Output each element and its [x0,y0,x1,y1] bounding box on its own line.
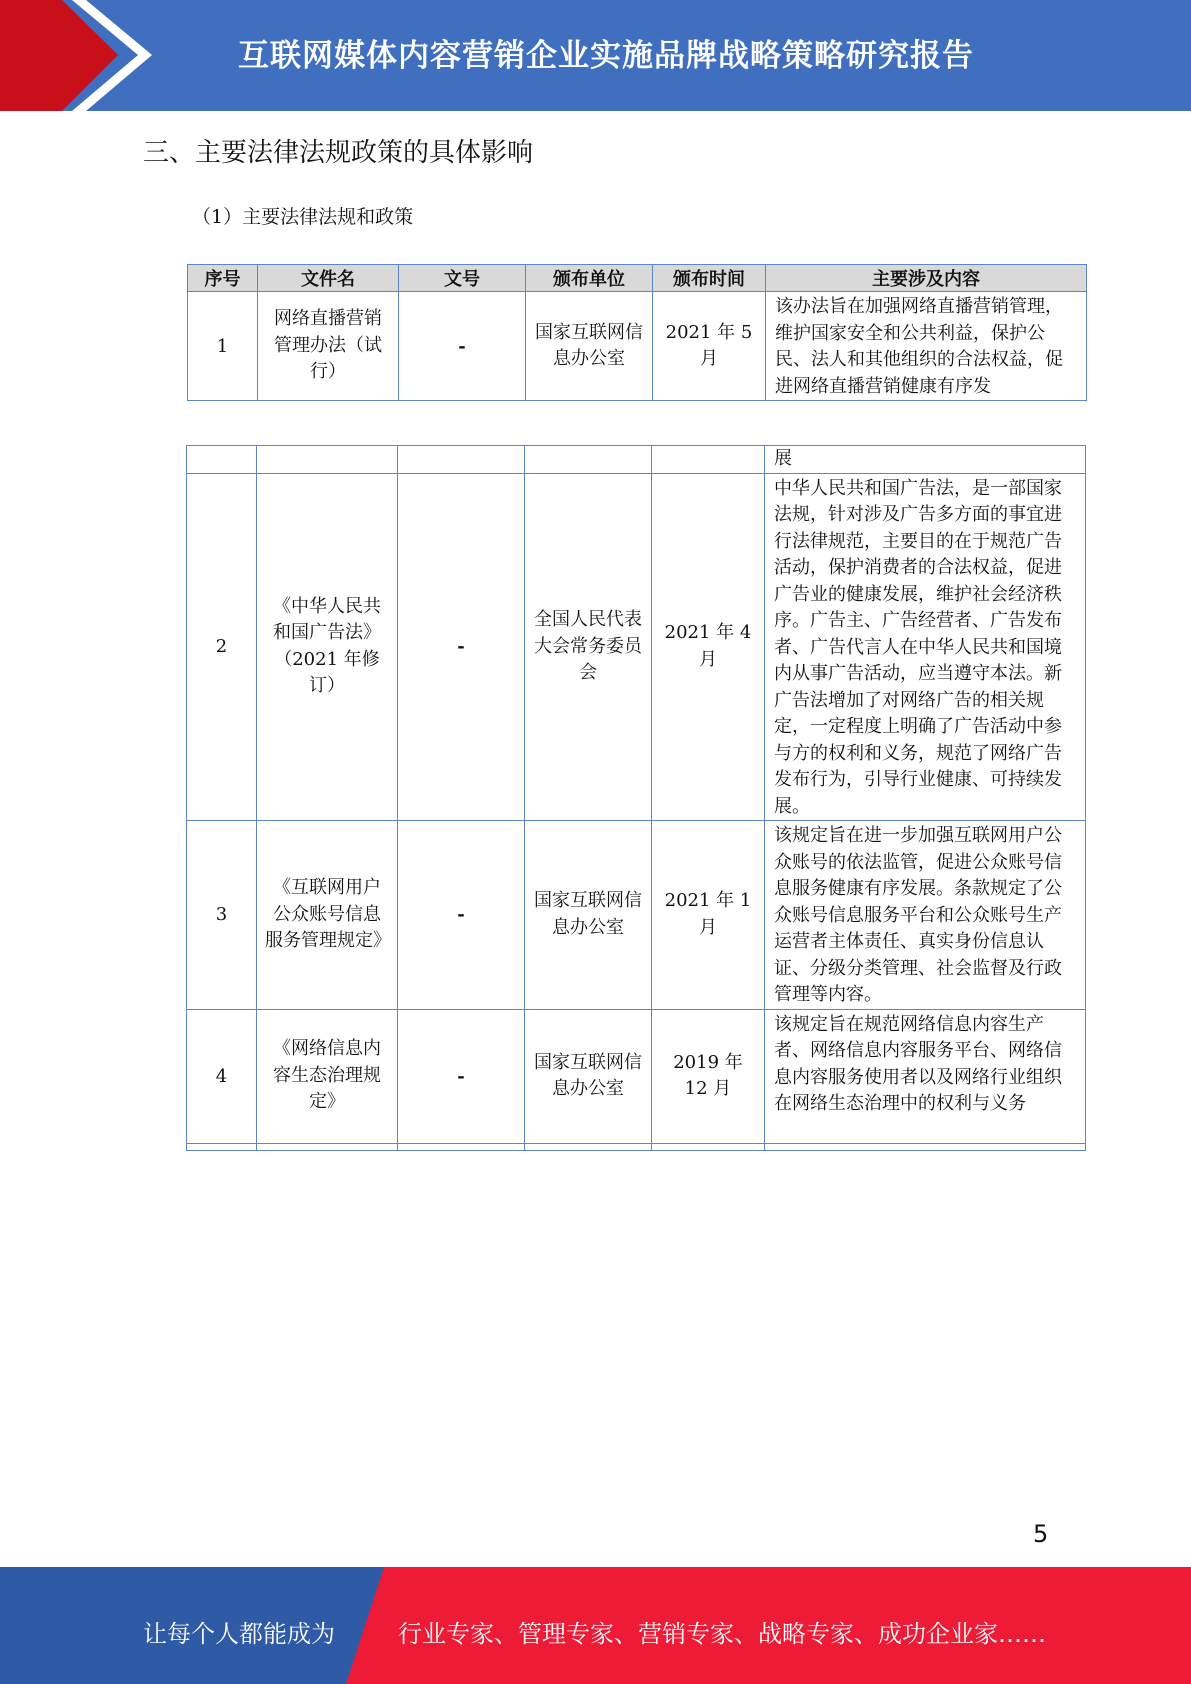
cell-date: 2021 年 4 月 [652,473,765,821]
cell-date: 2019 年 12 月 [652,1009,765,1143]
cell-content: 展 [765,446,1086,474]
section-title: 三、主要法律法规政策的具体影响 [143,138,534,168]
page-header [0,0,1191,111]
cell-issuer [525,446,652,474]
cell-no: 3 [187,821,257,1010]
cell-doc-no: - [398,1009,525,1143]
cell-name: 《互联网用户公众账号信息服务管理规定》 [257,821,398,1010]
column-header-issuer: 颁布单位 [526,265,653,292]
cell-no: 4 [187,1009,257,1143]
cell-no: 1 [188,292,258,401]
column-header-name: 文件名 [258,265,399,292]
column-header-doc-no: 文号 [399,265,526,292]
cell-name [257,446,398,474]
column-header-no: 序号 [188,265,258,292]
cell-date: 2021 年 1 月 [652,821,765,1010]
cell-name: 《网络信息内容生态治理规定》 [257,1009,398,1143]
cell-name: 《中华人民共和国广告法》（2021 年修订） [257,473,398,821]
sub-section-title: （1）主要法律法规和政策 [192,206,414,228]
cell-date: 2021 年 5 月 [653,292,766,401]
column-header-date: 颁布时间 [653,265,766,292]
footer-slogan-right: 行业专家、管理专家、营销专家、战略专家、成功企业家…… [398,1620,1046,1648]
header-title: 互联网媒体内容营销企业实施品牌战略策略研究报告 [238,38,974,74]
table-row-continued [187,446,1086,474]
table-header-row [188,265,1087,292]
cell-no [187,446,257,474]
table-row [187,821,1086,1010]
cell-doc-no: - [398,821,525,1010]
cell-doc-no: - [398,473,525,821]
cell-name: 网络直播营销管理办法（试行） [258,292,399,401]
cell-content: 中华人民共和国广告法，是一部国家法规，针对涉及广告多方面的事宜进行法律规范，主要目的在于规范广告活动，保护消费者的合法权益，促进广告业的健康发展，维护社会经济秩序。广告主、广告经营者、广告发布者、广告代言人在中华人民共和国境内从事广告活动，应当遵守本法。新广告法增加了对网络广告的相关规定，一定程度上明确了广告活动中参与方的权利和义务，规范了网络广告发布行为，引导行业健康、可持续发展。 [765,473,1086,821]
laws-table-part-2 [186,445,1086,1151]
cell-issuer: 国家互联网信息办公室 [525,1009,652,1143]
page-number: 5 [1033,1520,1049,1548]
table-row-cutoff [187,1143,1086,1150]
table-row [187,1009,1086,1143]
cell-doc-no: - [399,292,526,401]
cell-doc-no [398,446,525,474]
footer-slogan-left: 让每个人都能成为 [143,1620,335,1648]
cell-content: 该规定旨在规范网络信息内容生产者、网络信息内容服务平台、网络信息内容服务使用者以及网络行业组织在网络生态治理中的权利与义务 [765,1009,1086,1143]
cell-no: 2 [187,473,257,821]
cell-date [652,446,765,474]
laws-table-part-1 [187,264,1087,401]
table-row [188,292,1087,401]
column-header-content: 主要涉及内容 [766,265,1087,292]
cell-content: 该办法旨在加强网络直播营销管理，维护国家安全和公共利益，保护公民、法人和其他组织的合法权益，促进网络直播营销健康有序发 [766,292,1087,401]
cell-issuer: 国家互联网信息办公室 [526,292,653,401]
table-row [187,473,1086,821]
cell-issuer: 全国人民代表大会常务委员会 [525,473,652,821]
cell-issuer: 国家互联网信息办公室 [525,821,652,1010]
cell-content: 该规定旨在进一步加强互联网用户公众账号的依法监管，促进公众账号信息服务健康有序发展。条款规定了公众账号信息服务平台和公众账号生产运营者主体责任、真实身份信息认证、分级分类管理、社会监督及行政管理等内容。 [765,821,1086,1010]
